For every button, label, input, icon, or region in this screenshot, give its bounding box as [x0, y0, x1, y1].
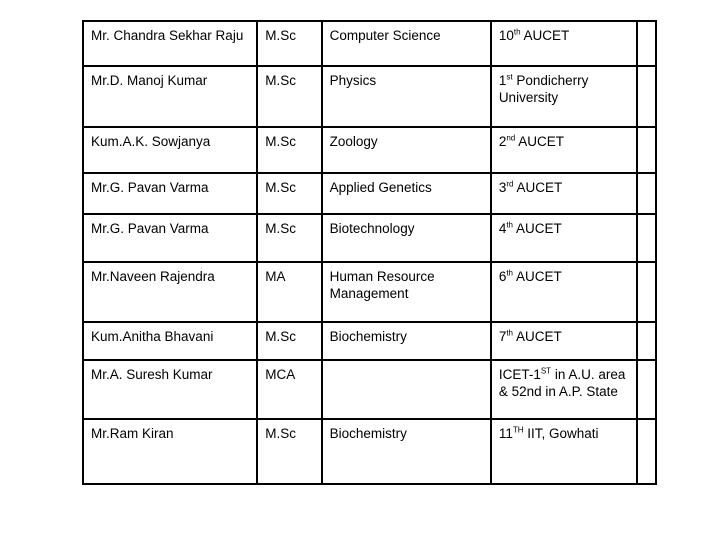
degree-cell: MCA — [257, 360, 321, 419]
subject-cell: Human Resource Management — [322, 262, 491, 322]
table-row — [83, 173, 656, 214]
rank-cell: 4th AUCET — [491, 214, 637, 262]
table-row — [83, 322, 656, 360]
empty-cell — [637, 173, 656, 214]
empty-cell — [637, 419, 656, 484]
results-table — [82, 20, 657, 485]
degree-cell: M.Sc — [257, 214, 321, 262]
subject-cell: Computer Science — [322, 21, 491, 66]
degree-cell: M.Sc — [257, 21, 321, 66]
table-row — [83, 21, 656, 66]
empty-cell — [637, 262, 656, 322]
rank-cell: 10th AUCET — [491, 21, 637, 66]
degree-cell: M.Sc — [257, 419, 321, 484]
name-cell: Mr.G. Pavan Varma — [83, 214, 257, 262]
rank-cell: 11TH IIT, Gowhati — [491, 419, 637, 484]
name-cell: Mr.Naveen Rajendra — [83, 262, 257, 322]
rank-cell: 1st Pondicherry University — [491, 66, 637, 127]
name-cell: Mr.D. Manoj Kumar — [83, 66, 257, 127]
subject-cell: Zoology — [322, 127, 491, 173]
table-row — [83, 214, 656, 262]
table-row — [83, 127, 656, 173]
table-row — [83, 66, 656, 127]
name-cell: Mr.G. Pavan Varma — [83, 173, 257, 214]
name-cell: Kum.Anitha Bhavani — [83, 322, 257, 360]
rank-cell: ICET-1ST in A.U. area & 52nd in A.P. State — [491, 360, 637, 419]
rank-cell: 3rd AUCET — [491, 173, 637, 214]
rank-cell: 6th AUCET — [491, 262, 637, 322]
name-cell: Mr. Chandra Sekhar Raju — [83, 21, 257, 66]
name-cell: Kum.A.K. Sowjanya — [83, 127, 257, 173]
empty-cell — [637, 322, 656, 360]
rank-cell: 2nd AUCET — [491, 127, 637, 173]
degree-cell: M.Sc — [257, 66, 321, 127]
table-row — [83, 262, 656, 322]
rank-cell: 7th AUCET — [491, 322, 637, 360]
empty-cell — [637, 214, 656, 262]
empty-cell — [637, 127, 656, 173]
name-cell: Mr.A. Suresh Kumar — [83, 360, 257, 419]
empty-cell — [637, 66, 656, 127]
subject-cell: Applied Genetics — [322, 173, 491, 214]
subject-cell: Physics — [322, 66, 491, 127]
table-row — [83, 360, 656, 419]
table-row — [83, 419, 656, 484]
subject-cell: Biotechnology — [322, 214, 491, 262]
name-cell: Mr.Ram Kiran — [83, 419, 257, 484]
degree-cell: M.Sc — [257, 127, 321, 173]
empty-cell — [637, 21, 656, 66]
degree-cell: M.Sc — [257, 173, 321, 214]
degree-cell: M.Sc — [257, 322, 321, 360]
subject-cell: Biochemistry — [322, 322, 491, 360]
subject-cell: Biochemistry — [322, 419, 491, 484]
subject-cell — [322, 360, 491, 419]
degree-cell: MA — [257, 262, 321, 322]
empty-cell — [637, 360, 656, 419]
